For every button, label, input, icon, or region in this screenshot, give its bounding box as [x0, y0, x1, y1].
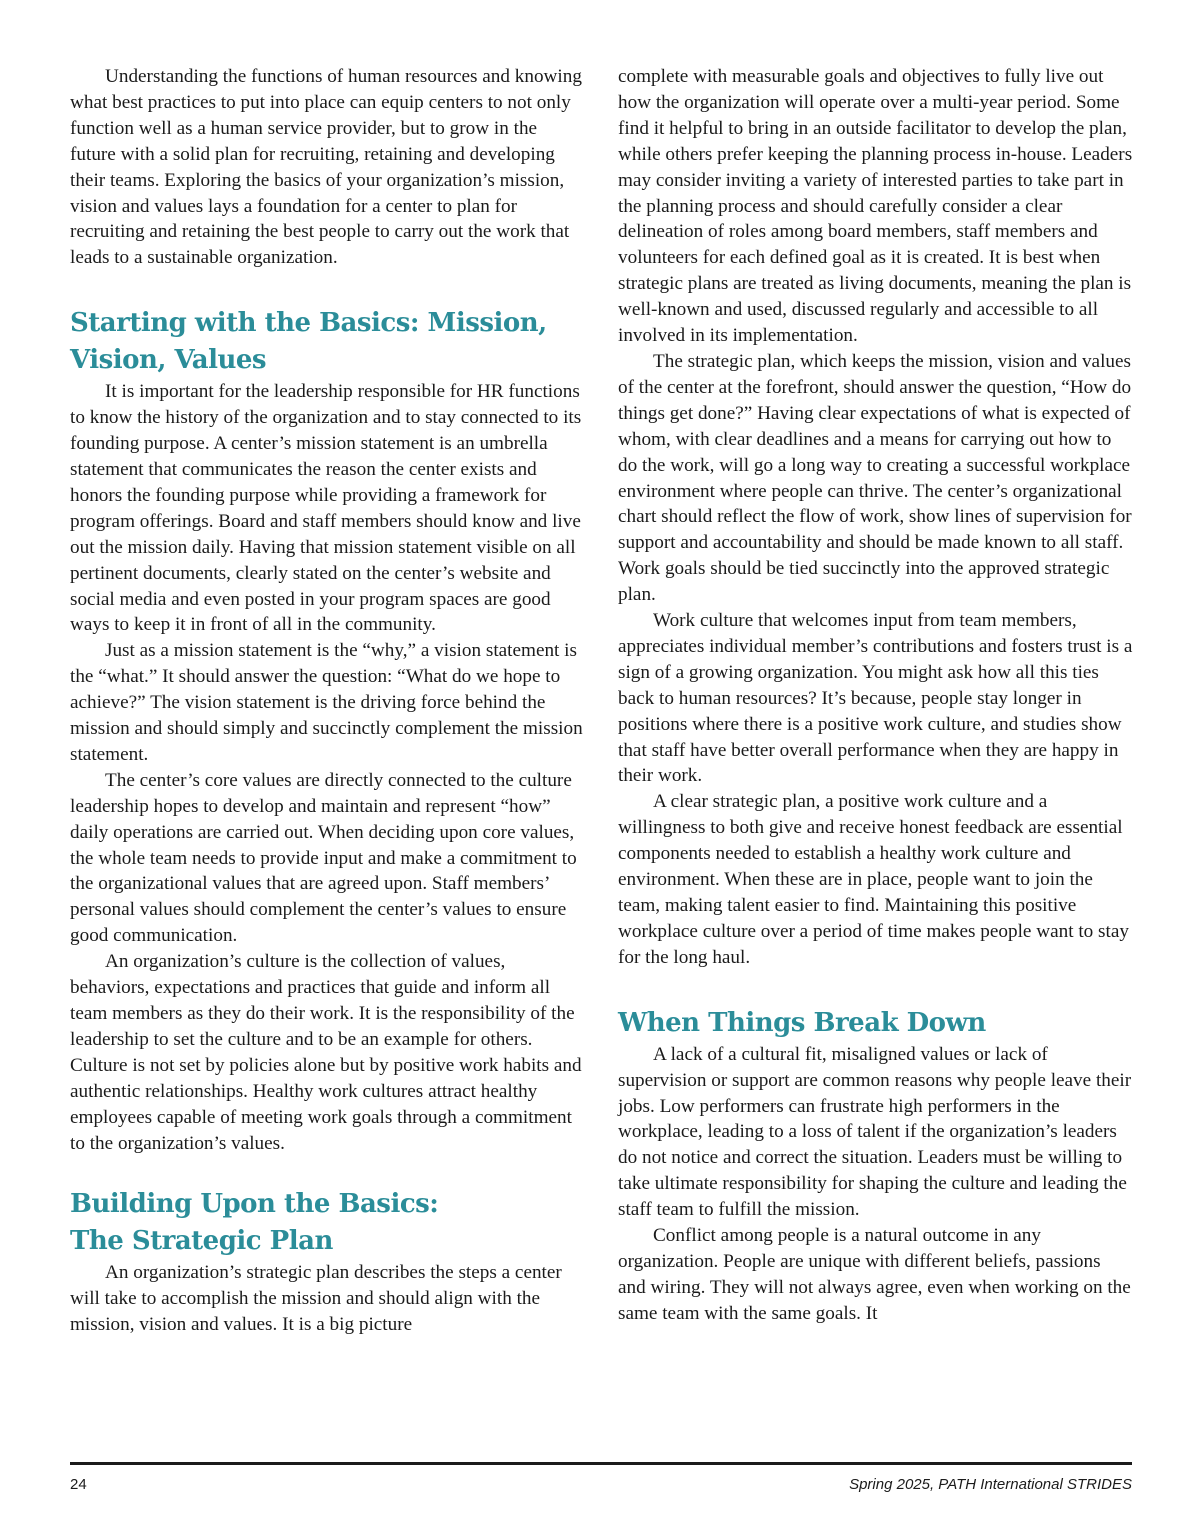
body-paragraph: The strategic plan, which keeps the mission, vision and values of the center at the forefront, should answer the question, “How do things get done?” Having clear expectations of what is expected of whom, with clear deadlines and a means for carrying out how to do the work, will go a long way to creating a successful workplace environment where people can thrive. The center’s organizational chart should reflect the flow of work, show lines of supervision for support and accountability and should be made known to all staff. Work goals should be tied succinctly into the approved strategic plan.: [618, 350, 1132, 606]
left-column: [70, 64, 585, 1338]
heading-strategic-plan: [70, 1186, 585, 1260]
intro-paragraph: Understanding the functions of human resources and knowing what best practices to put into place can equip centers to not only function well as a human service provider, but to grow in the future with a solid plan for recruiting, retaining and developing their teams. Exploring the basics of your organization’s mission, vision and values lays a foundation for a center to plan for recruiting and retaining the best people to carry out the work that leads to a sustainable organization.: [70, 66, 582, 269]
body-paragraph-continued: complete with measurable goals and objectives to fully live out how the organization will operate over a multi-year period. Some find it helpful to bring in an outside facilitator to develop the plan, while others prefer keeping the planning process in-house. Leaders may consider inviting a variety of interested parties to take part in the planning process and should carefully consider a clear delineation of roles among board members, staff members and volunteers for each defined goal as it is created. It is best when strategic plans are treated as living documents, meaning the plan is well-known and used, discussed regularly and accessible to all involved in its implementation.: [618, 66, 1133, 347]
publication-credit: Spring 2025, PATH International STRIDES: [849, 1476, 1132, 1493]
footer-rule: [70, 1462, 1132, 1465]
body-paragraph: An organization’s culture is the collection of values, behaviors, expectations and practices that guide and inform all team members as they do their work. It is the responsibility of the leadership to set the culture and to be an example for others. Culture is not set by policies alone but by positive work habits and authentic relationships. Healthy work cultures attract healthy employees capable of meeting work goals through a commitment to the organization’s values.: [70, 951, 582, 1154]
body-paragraph: A clear strategic plan, a positive work culture and a willingness to both give and receive honest feedback are essential components needed to establish a healthy work culture and environment. When these are in place, people want to join the team, making talent easier to find. Maintaining this positive workplace culture over a period of time makes people want to stay for the long haul.: [618, 791, 1129, 968]
body-paragraph: Conflict among people is a natural outcome in any organization. People are unique with different beliefs, passions and wiring. They will not always agree, even when working on the same team with the same goals. It: [618, 1225, 1131, 1324]
body-paragraph: An organization’s strategic plan describes the steps a center will take to accomplish the mission and should align with the mission, vision and values. It is a big picture: [70, 1262, 562, 1336]
body-paragraph: Work culture that welcomes input from team members, appreciates individual member’s contributions and fosters trust is a sign of a growing organization. You might ask how all this ties back to human resources? It’s because, people stay longer in positions where there is a positive work culture, and studies show that staff have better overall performance when they are happy in their work.: [618, 610, 1133, 787]
body-paragraph: It is important for the leadership responsible for HR functions to know the history of the organization and to stay connected to its founding purpose. A center’s mission statement is an umbrella statement that communicates the reason the center exists and honors the founding purpose while providing a framework for program offerings. Board and staff members should know and live out the mission daily. Having that mission statement visible on all pertinent documents, clearly stated on the center’s website and social media and even posted in your program spaces are good ways to keep it in front of all in the community.: [70, 381, 582, 636]
heading-when-things-break-down: When Things Break Down: [618, 1007, 986, 1038]
heading-strategic-plan-line2: The Strategic Plan: [70, 1226, 333, 1257]
body-paragraph: A lack of a cultural fit, misaligned values or lack of supervision or support are common reasons why people leave their jobs. Low performers can frustrate high performers in the workplace, leading to a loss of talent if the organization’s leaders do not notice and correct the situation. Leaders must be willing to take ultimate responsibility for shaping the culture and leading the staff team to fulfill the mission.: [618, 1043, 1132, 1221]
page-number: 24: [70, 1476, 87, 1493]
right-column: [618, 64, 1133, 1327]
body-paragraph: Just as a mission statement is the “why,” a vision statement is the “what.” It should answer the question: “What do we hope to achieve?” The vision statement is the driving force behind the mission and should simply and succinctly complement the mission statement.: [70, 640, 583, 765]
body-paragraph: The center’s core values are directly connected to the culture leadership hopes to develop and maintain and represent “how” daily operations are carried out. When deciding upon core values, the whole team needs to provide input and make a commitment to the organizational values that are agreed upon. Staff members’ personal values should complement the center’s values to ensure good communication.: [70, 769, 577, 947]
heading-mission-vision-values: Starting with the Basics: Mission, Vision, Values: [70, 308, 547, 376]
heading-strategic-plan-line1: Building Upon the Basics:: [70, 1189, 439, 1220]
